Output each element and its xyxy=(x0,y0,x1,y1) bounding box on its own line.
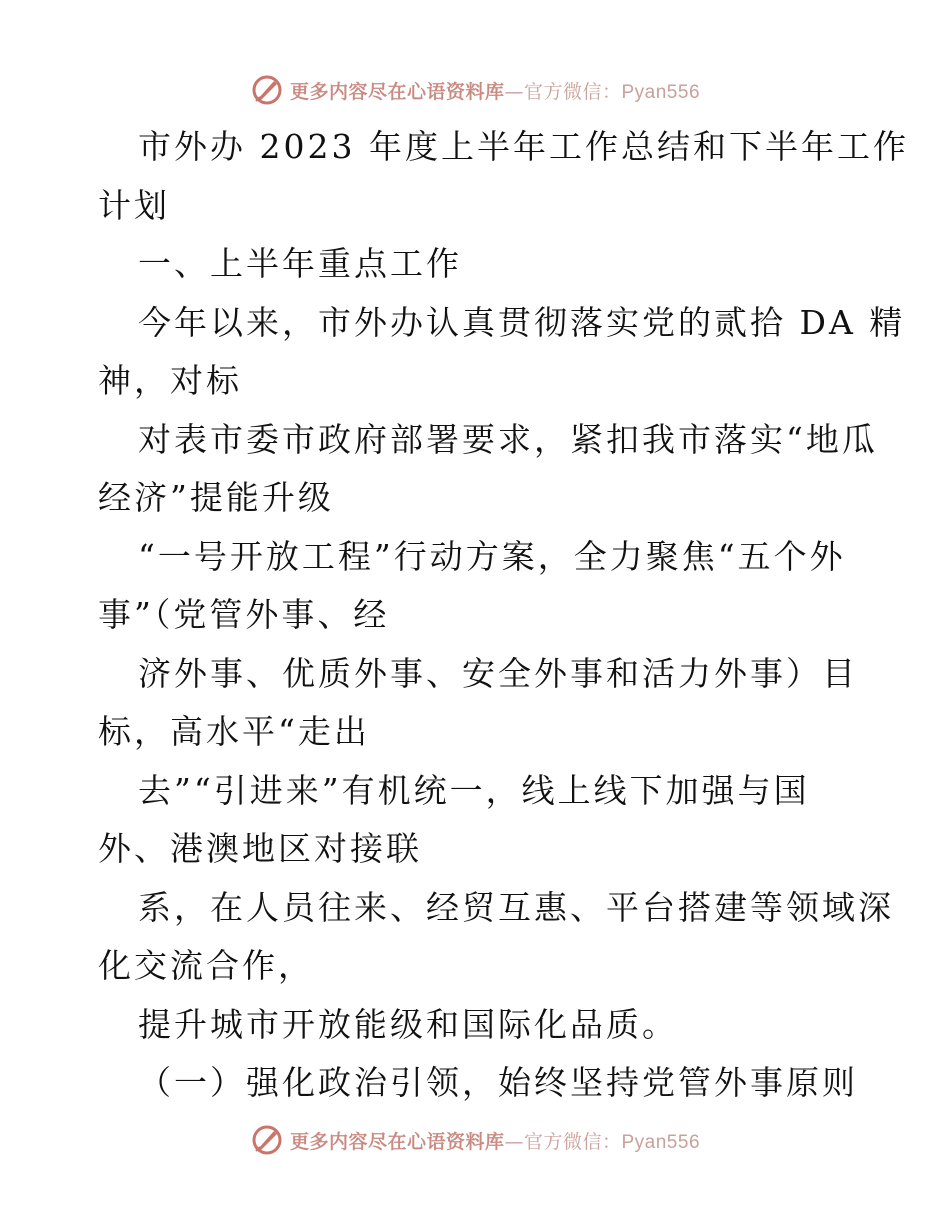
paragraph-line: 事”（党管外事、经 xyxy=(98,595,390,634)
paragraph-line: 标，高水平“走出 xyxy=(98,712,370,751)
watermark-text xyxy=(290,77,700,104)
paragraph-line: 市外办 2023 年度上半年工作总结和下半年工作 xyxy=(138,127,909,166)
watermark-separator: — xyxy=(504,1130,524,1153)
paragraph-line: 对表市委市政府部署要求，紧扣我市落实“地瓜 xyxy=(138,419,878,459)
watermark-contact-label: 官方微信： xyxy=(523,1130,622,1153)
paragraph-line: 外、港澳地区对接联 xyxy=(98,829,422,868)
watermark-contact-id: Pyan556 xyxy=(621,81,701,103)
paragraph-line: 提升城市开放能级和国际化品质。 xyxy=(138,1004,678,1044)
paragraph-line: 化交流合作， xyxy=(98,946,314,985)
paragraph-line: 神，对标 xyxy=(98,361,242,400)
watermark-contact-label: 官方微信： xyxy=(523,80,622,103)
paragraph-line: 去”“引进来”有机统一，线上线下加强与国 xyxy=(138,770,810,810)
paragraph-line: 系，在人员往来、经贸互惠、平台搭建等领域深 xyxy=(138,887,894,927)
watermark-text xyxy=(290,1127,700,1154)
paragraph-line: 一、上半年重点工作 xyxy=(138,244,462,283)
paragraph-line: 计划 xyxy=(98,185,170,225)
header-watermark xyxy=(0,70,950,110)
document-body xyxy=(98,118,909,1113)
watermark-separator: — xyxy=(504,80,524,103)
paragraph-line: “一号开放工程”行动方案，全力聚焦“五个外 xyxy=(138,536,846,576)
paragraph-line: 经济”提能升级 xyxy=(98,478,334,517)
watermark-contact-id: Pyan556 xyxy=(621,1131,701,1153)
paragraph-line: 济外事、优质外事、安全外事和活力外事）目 xyxy=(138,653,858,693)
paragraph-line: 今年以来，市外办认真贯彻落实党的贰拾 DA 精 xyxy=(138,302,906,342)
watermark-brand: 更多内容尽在心语资料库 xyxy=(289,80,505,103)
footer-watermark xyxy=(0,1120,950,1160)
quill-circle-logo-icon xyxy=(250,73,284,107)
paragraph-line: （一）强化政治引领，始终坚持党管外事原则 xyxy=(138,1063,858,1102)
quill-circle-logo-icon xyxy=(250,1123,284,1157)
watermark-brand: 更多内容尽在心语资料库 xyxy=(289,1130,505,1153)
